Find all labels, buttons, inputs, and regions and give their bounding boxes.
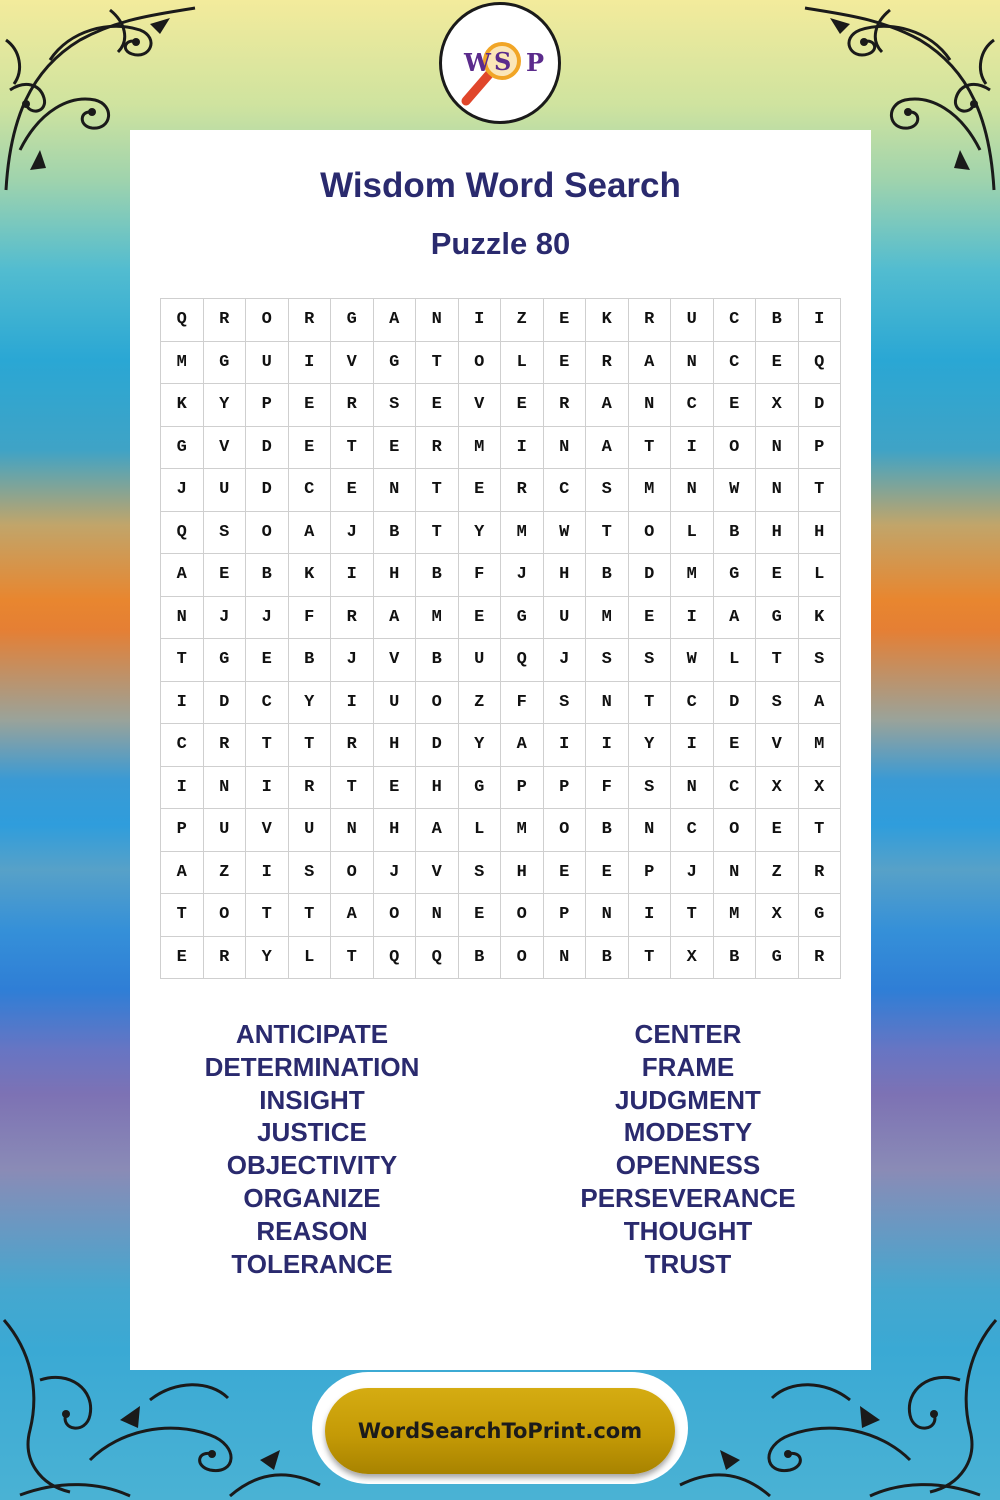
grid-cell[interactable]: O (714, 427, 757, 470)
grid-cell[interactable]: E (714, 724, 757, 767)
grid-cell[interactable]: E (416, 384, 459, 427)
grid-cell[interactable]: V (459, 384, 502, 427)
grid-cell[interactable]: M (714, 894, 757, 937)
grid-cell[interactable]: R (629, 299, 672, 342)
grid-cell[interactable]: A (331, 894, 374, 937)
grid-cell[interactable]: C (246, 682, 289, 725)
grid-cell[interactable]: D (204, 682, 247, 725)
grid-cell[interactable]: O (374, 894, 417, 937)
grid-cell[interactable]: G (161, 427, 204, 470)
grid-cell[interactable]: C (714, 299, 757, 342)
grid-cell[interactable]: U (459, 639, 502, 682)
grid-cell[interactable]: R (799, 852, 842, 895)
grid-cell[interactable]: P (544, 894, 587, 937)
grid-cell[interactable]: M (416, 597, 459, 640)
grid-cell[interactable]: A (714, 597, 757, 640)
grid-cell[interactable]: E (544, 299, 587, 342)
grid-cell[interactable]: S (544, 682, 587, 725)
grid-cell[interactable]: Z (204, 852, 247, 895)
grid-cell[interactable]: V (204, 427, 247, 470)
grid-cell[interactable]: E (756, 809, 799, 852)
grid-cell[interactable]: Q (501, 639, 544, 682)
grid-cell[interactable]: T (289, 894, 332, 937)
grid-cell[interactable]: C (671, 682, 714, 725)
footer-button[interactable] (325, 1388, 675, 1474)
grid-cell[interactable]: F (459, 554, 502, 597)
grid-cell[interactable]: O (331, 852, 374, 895)
grid-cell[interactable]: G (799, 894, 842, 937)
grid-cell[interactable]: P (501, 767, 544, 810)
word-item: JUDGMENT (615, 1084, 761, 1115)
grid-cell[interactable]: U (246, 342, 289, 385)
grid-cell[interactable]: E (501, 384, 544, 427)
letter-grid (160, 298, 841, 979)
grid-cell[interactable]: G (331, 299, 374, 342)
grid-cell[interactable]: J (501, 554, 544, 597)
grid-cell[interactable]: S (374, 384, 417, 427)
grid-cell[interactable]: R (331, 384, 374, 427)
grid-cell[interactable]: H (756, 512, 799, 555)
grid-cell[interactable]: I (671, 427, 714, 470)
grid-cell[interactable]: S (629, 639, 672, 682)
word-item: INSIGHT (259, 1084, 365, 1115)
grid-cell[interactable]: H (374, 724, 417, 767)
grid-cell[interactable]: Q (799, 342, 842, 385)
grid-cell[interactable]: T (416, 342, 459, 385)
grid-cell[interactable]: I (501, 427, 544, 470)
word-item: FRAME (641, 1051, 735, 1082)
grid-cell[interactable]: N (331, 809, 374, 852)
grid-cell[interactable]: Y (246, 937, 289, 980)
grid-cell[interactable]: U (544, 597, 587, 640)
grid-cell[interactable]: A (501, 724, 544, 767)
grid-cell[interactable]: G (204, 342, 247, 385)
grid-cell[interactable]: R (204, 937, 247, 980)
grid-cell[interactable]: Y (459, 724, 502, 767)
grid-cell[interactable]: B (586, 809, 629, 852)
word-item: DETERMINATION (204, 1051, 420, 1082)
grid-cell[interactable]: N (161, 597, 204, 640)
grid-cell[interactable]: R (204, 299, 247, 342)
grid-cell[interactable]: L (671, 512, 714, 555)
grid-cell[interactable]: N (671, 342, 714, 385)
grid-cell[interactable]: X (756, 894, 799, 937)
grid-cell[interactable]: T (629, 427, 672, 470)
grid-cell[interactable]: D (799, 384, 842, 427)
grid-cell[interactable]: M (501, 809, 544, 852)
grid-cell[interactable]: N (756, 469, 799, 512)
grid-cell[interactable]: E (714, 384, 757, 427)
grid-cell[interactable]: O (501, 894, 544, 937)
grid-cell[interactable]: A (161, 852, 204, 895)
grid-cell[interactable]: P (161, 809, 204, 852)
grid-cell[interactable]: U (204, 469, 247, 512)
grid-cell[interactable]: Q (416, 937, 459, 980)
grid-cell[interactable]: T (161, 639, 204, 682)
grid-cell[interactable]: I (629, 894, 672, 937)
grid-cell[interactable]: E (544, 852, 587, 895)
grid-cell[interactable]: E (459, 469, 502, 512)
grid-cell[interactable]: Y (459, 512, 502, 555)
grid-cell[interactable]: A (289, 512, 332, 555)
grid-cell[interactable]: T (799, 809, 842, 852)
grid-cell[interactable]: J (246, 597, 289, 640)
grid-cell[interactable]: A (629, 342, 672, 385)
grid-cell[interactable]: U (374, 682, 417, 725)
grid-cell[interactable]: R (501, 469, 544, 512)
word-item: CENTER (634, 1019, 742, 1049)
grid-cell[interactable]: T (629, 937, 672, 980)
grid-cell[interactable]: O (629, 512, 672, 555)
grid-cell[interactable]: E (204, 554, 247, 597)
grid-cell[interactable]: U (289, 809, 332, 852)
grid-cell[interactable]: I (544, 724, 587, 767)
logo-letter-s: S (494, 47, 512, 76)
grid-cell[interactable]: Y (204, 384, 247, 427)
word-item: OBJECTIVITY (226, 1150, 398, 1181)
grid-cell[interactable]: N (586, 682, 629, 725)
grid-cell[interactable]: E (331, 469, 374, 512)
grid-cell[interactable]: R (586, 342, 629, 385)
grid-cell[interactable]: T (671, 894, 714, 937)
grid-cell[interactable]: P (246, 384, 289, 427)
grid-cell[interactable]: Z (501, 299, 544, 342)
grid-cell[interactable]: A (161, 554, 204, 597)
grid-cell[interactable]: H (374, 554, 417, 597)
grid-cell[interactable]: Q (161, 299, 204, 342)
grid-cell[interactable]: B (459, 937, 502, 980)
grid-cell[interactable]: C (544, 469, 587, 512)
grid-cell[interactable]: K (799, 597, 842, 640)
grid-cell[interactable]: P (544, 767, 587, 810)
grid-cell[interactable]: J (671, 852, 714, 895)
grid-cell[interactable]: H (501, 852, 544, 895)
grid-cell[interactable]: E (459, 597, 502, 640)
grid-cell[interactable]: R (331, 597, 374, 640)
grid-cell[interactable]: I (331, 682, 374, 725)
grid-cell[interactable]: V (756, 724, 799, 767)
grid-cell[interactable]: O (246, 512, 289, 555)
grid-cell[interactable]: E (756, 554, 799, 597)
grid-cell[interactable]: G (756, 597, 799, 640)
grid-cell[interactable]: S (204, 512, 247, 555)
grid-cell[interactable]: I (289, 342, 332, 385)
grid-cell[interactable]: K (161, 384, 204, 427)
grid-cell[interactable]: S (756, 682, 799, 725)
grid-cell[interactable]: M (459, 427, 502, 470)
grid-cell[interactable]: Z (459, 682, 502, 725)
word-item: ANTICIPATE (235, 1019, 389, 1049)
grid-cell[interactable]: J (204, 597, 247, 640)
grid-cell[interactable]: R (204, 724, 247, 767)
grid-cell[interactable]: U (204, 809, 247, 852)
grid-cell[interactable]: F (289, 597, 332, 640)
grid-cell[interactable]: T (246, 724, 289, 767)
puzzle-card (130, 130, 871, 1370)
puzzle-number: Puzzle 80 (430, 226, 571, 261)
word-item: TRUST (644, 1248, 732, 1279)
grid-cell[interactable]: W (714, 469, 757, 512)
grid-cell[interactable]: S (629, 767, 672, 810)
grid-cell[interactable]: A (586, 427, 629, 470)
grid-cell[interactable]: J (331, 512, 374, 555)
word-item: JUSTICE (257, 1117, 367, 1148)
grid-cell[interactable]: N (586, 894, 629, 937)
grid-cell[interactable]: S (586, 639, 629, 682)
grid-cell[interactable]: O (501, 937, 544, 980)
grid-cell[interactable]: Q (161, 512, 204, 555)
grid-cell[interactable]: H (416, 767, 459, 810)
grid-cell[interactable]: N (204, 767, 247, 810)
grid-cell[interactable]: S (459, 852, 502, 895)
grid-cell[interactable]: P (629, 852, 672, 895)
grid-cell[interactable]: R (544, 384, 587, 427)
grid-cell[interactable]: K (586, 299, 629, 342)
grid-cell[interactable]: N (756, 427, 799, 470)
grid-cell[interactable]: L (799, 554, 842, 597)
grid-cell[interactable]: F (501, 682, 544, 725)
grid-cell[interactable]: R (331, 724, 374, 767)
grid-cell[interactable]: D (416, 724, 459, 767)
grid-cell[interactable]: O (416, 682, 459, 725)
grid-cell[interactable]: R (289, 299, 332, 342)
grid-cell[interactable]: B (756, 299, 799, 342)
magnifier-icon (442, 5, 558, 121)
grid-cell[interactable]: I (161, 767, 204, 810)
grid-cell[interactable]: V (374, 639, 417, 682)
grid-cell[interactable]: E (289, 427, 332, 470)
grid-cell[interactable]: E (289, 384, 332, 427)
grid-cell[interactable]: Y (289, 682, 332, 725)
grid-cell[interactable]: M (629, 469, 672, 512)
grid-cell[interactable]: L (714, 639, 757, 682)
grid-cell[interactable]: T (416, 469, 459, 512)
grid-cell[interactable]: J (544, 639, 587, 682)
grid-cell[interactable]: T (416, 512, 459, 555)
grid-cell[interactable]: U (671, 299, 714, 342)
grid-cell[interactable]: C (714, 342, 757, 385)
grid-cell[interactable]: S (289, 852, 332, 895)
grid-cell[interactable]: B (416, 639, 459, 682)
grid-cell[interactable]: F (586, 767, 629, 810)
grid-cell[interactable]: E (629, 597, 672, 640)
grid-cell[interactable]: G (501, 597, 544, 640)
word-item: OPENNESS (615, 1150, 761, 1181)
grid-cell[interactable]: R (416, 427, 459, 470)
grid-cell[interactable]: G (374, 342, 417, 385)
grid-cell[interactable]: T (331, 937, 374, 980)
grid-cell[interactable]: B (714, 512, 757, 555)
word-item: PERSEVERANCE (580, 1182, 796, 1213)
grid-cell[interactable]: T (629, 682, 672, 725)
grid-cell[interactable]: M (586, 597, 629, 640)
grid-cell[interactable]: B (289, 639, 332, 682)
grid-cell[interactable]: X (756, 384, 799, 427)
grid-cell[interactable]: Q (374, 937, 417, 980)
grid-cell[interactable]: O (714, 809, 757, 852)
grid-cell[interactable]: N (714, 852, 757, 895)
grid-cell[interactable]: M (671, 554, 714, 597)
grid-cell[interactable]: T (289, 724, 332, 767)
grid-cell[interactable]: B (586, 554, 629, 597)
grid-cell[interactable]: M (501, 512, 544, 555)
grid-cell[interactable]: V (331, 342, 374, 385)
grid-cell[interactable]: T (799, 469, 842, 512)
grid-cell[interactable]: I (246, 767, 289, 810)
word-item: MODESTY (623, 1117, 753, 1148)
grid-cell[interactable]: A (799, 682, 842, 725)
grid-cell[interactable]: G (459, 767, 502, 810)
grid-cell[interactable]: C (289, 469, 332, 512)
word-item: REASON (256, 1215, 368, 1246)
grid-cell[interactable]: N (544, 427, 587, 470)
grid-cell[interactable]: B (586, 937, 629, 980)
grid-cell[interactable]: E (374, 767, 417, 810)
grid-cell[interactable]: R (289, 767, 332, 810)
grid-cell[interactable]: W (544, 512, 587, 555)
word-item: TOLERANCE (231, 1248, 393, 1279)
grid-cell[interactable]: J (374, 852, 417, 895)
grid-cell[interactable]: C (671, 809, 714, 852)
grid-cell[interactable]: M (799, 724, 842, 767)
grid-cell[interactable]: D (629, 554, 672, 597)
logo-letter-p: P (526, 48, 545, 77)
grid-cell[interactable]: P (799, 427, 842, 470)
grid-cell[interactable]: E (246, 639, 289, 682)
grid-cell[interactable]: I (331, 554, 374, 597)
grid-cell[interactable]: N (416, 299, 459, 342)
grid-cell[interactable]: X (799, 767, 842, 810)
grid-cell[interactable]: T (331, 427, 374, 470)
grid-cell[interactable]: I (459, 299, 502, 342)
grid-cell[interactable]: X (756, 767, 799, 810)
grid-cell[interactable]: R (799, 937, 842, 980)
grid-cell[interactable]: D (246, 427, 289, 470)
grid-cell[interactable]: I (671, 597, 714, 640)
grid-cell[interactable]: S (586, 469, 629, 512)
grid-cell[interactable]: A (374, 597, 417, 640)
grid-cell[interactable]: B (246, 554, 289, 597)
grid-cell[interactable]: W (671, 639, 714, 682)
word-item: THOUGHT (623, 1215, 753, 1246)
grid-cell[interactable]: C (714, 767, 757, 810)
grid-cell[interactable]: S (799, 639, 842, 682)
grid-cell[interactable]: O (459, 342, 502, 385)
grid-cell[interactable]: J (161, 469, 204, 512)
grid-cell[interactable]: T (756, 639, 799, 682)
grid-cell[interactable]: I (671, 724, 714, 767)
grid-cell[interactable]: Z (756, 852, 799, 895)
grid-cell[interactable]: C (161, 724, 204, 767)
grid-cell[interactable]: N (544, 937, 587, 980)
grid-cell[interactable]: H (374, 809, 417, 852)
grid-cell[interactable]: B (416, 554, 459, 597)
grid-cell[interactable]: L (459, 809, 502, 852)
word-list-left (162, 1018, 462, 1280)
grid-cell[interactable]: L (289, 937, 332, 980)
grid-cell[interactable]: T (161, 894, 204, 937)
word-item: ORGANIZE (243, 1182, 381, 1213)
grid-cell[interactable]: E (586, 852, 629, 895)
grid-cell[interactable]: N (416, 894, 459, 937)
grid-cell[interactable]: L (501, 342, 544, 385)
grid-cell[interactable]: B (374, 512, 417, 555)
grid-cell[interactable]: T (331, 767, 374, 810)
grid-cell[interactable]: H (799, 512, 842, 555)
logo-letter-w: W (464, 48, 491, 77)
grid-cell[interactable]: D (714, 682, 757, 725)
grid-cell[interactable]: O (204, 894, 247, 937)
grid-cell[interactable]: A (586, 384, 629, 427)
grid-cell[interactable]: N (374, 469, 417, 512)
page-title: Wisdom Word Search (320, 166, 681, 205)
grid-cell[interactable]: E (374, 427, 417, 470)
wsp-logo (439, 2, 561, 124)
footer-site-link[interactable]: WordSearchToPrint.com (357, 1419, 643, 1443)
grid-cell[interactable]: D (246, 469, 289, 512)
grid-cell[interactable]: C (671, 384, 714, 427)
grid-cell[interactable]: X (671, 937, 714, 980)
grid-cell[interactable]: A (374, 299, 417, 342)
grid-cell[interactable]: J (331, 639, 374, 682)
grid-cell[interactable]: B (714, 937, 757, 980)
grid-cell[interactable]: A (416, 809, 459, 852)
grid-cell[interactable]: Y (629, 724, 672, 767)
grid-cell[interactable]: I (161, 682, 204, 725)
grid-cell[interactable]: N (629, 384, 672, 427)
grid-cell[interactable]: G (204, 639, 247, 682)
grid-cell[interactable]: N (671, 469, 714, 512)
grid-cell[interactable]: M (161, 342, 204, 385)
grid-cell[interactable]: I (799, 299, 842, 342)
grid-cell[interactable]: T (246, 894, 289, 937)
grid-cell[interactable]: T (586, 512, 629, 555)
grid-cell[interactable]: V (246, 809, 289, 852)
grid-cell[interactable]: I (246, 852, 289, 895)
grid-cell[interactable]: E (544, 342, 587, 385)
grid-cell[interactable]: E (459, 894, 502, 937)
word-list-right (538, 1018, 838, 1280)
grid-cell[interactable]: V (416, 852, 459, 895)
grid-cell[interactable]: N (671, 767, 714, 810)
grid-cell[interactable]: G (756, 937, 799, 980)
grid-cell[interactable]: O (544, 809, 587, 852)
grid-cell[interactable]: N (629, 809, 672, 852)
grid-cell[interactable]: H (544, 554, 587, 597)
grid-cell[interactable]: K (289, 554, 332, 597)
grid-cell[interactable]: O (246, 299, 289, 342)
grid-cell[interactable]: I (586, 724, 629, 767)
grid-cell[interactable]: E (161, 937, 204, 980)
grid-cell[interactable]: E (756, 342, 799, 385)
grid-cell[interactable]: G (714, 554, 757, 597)
